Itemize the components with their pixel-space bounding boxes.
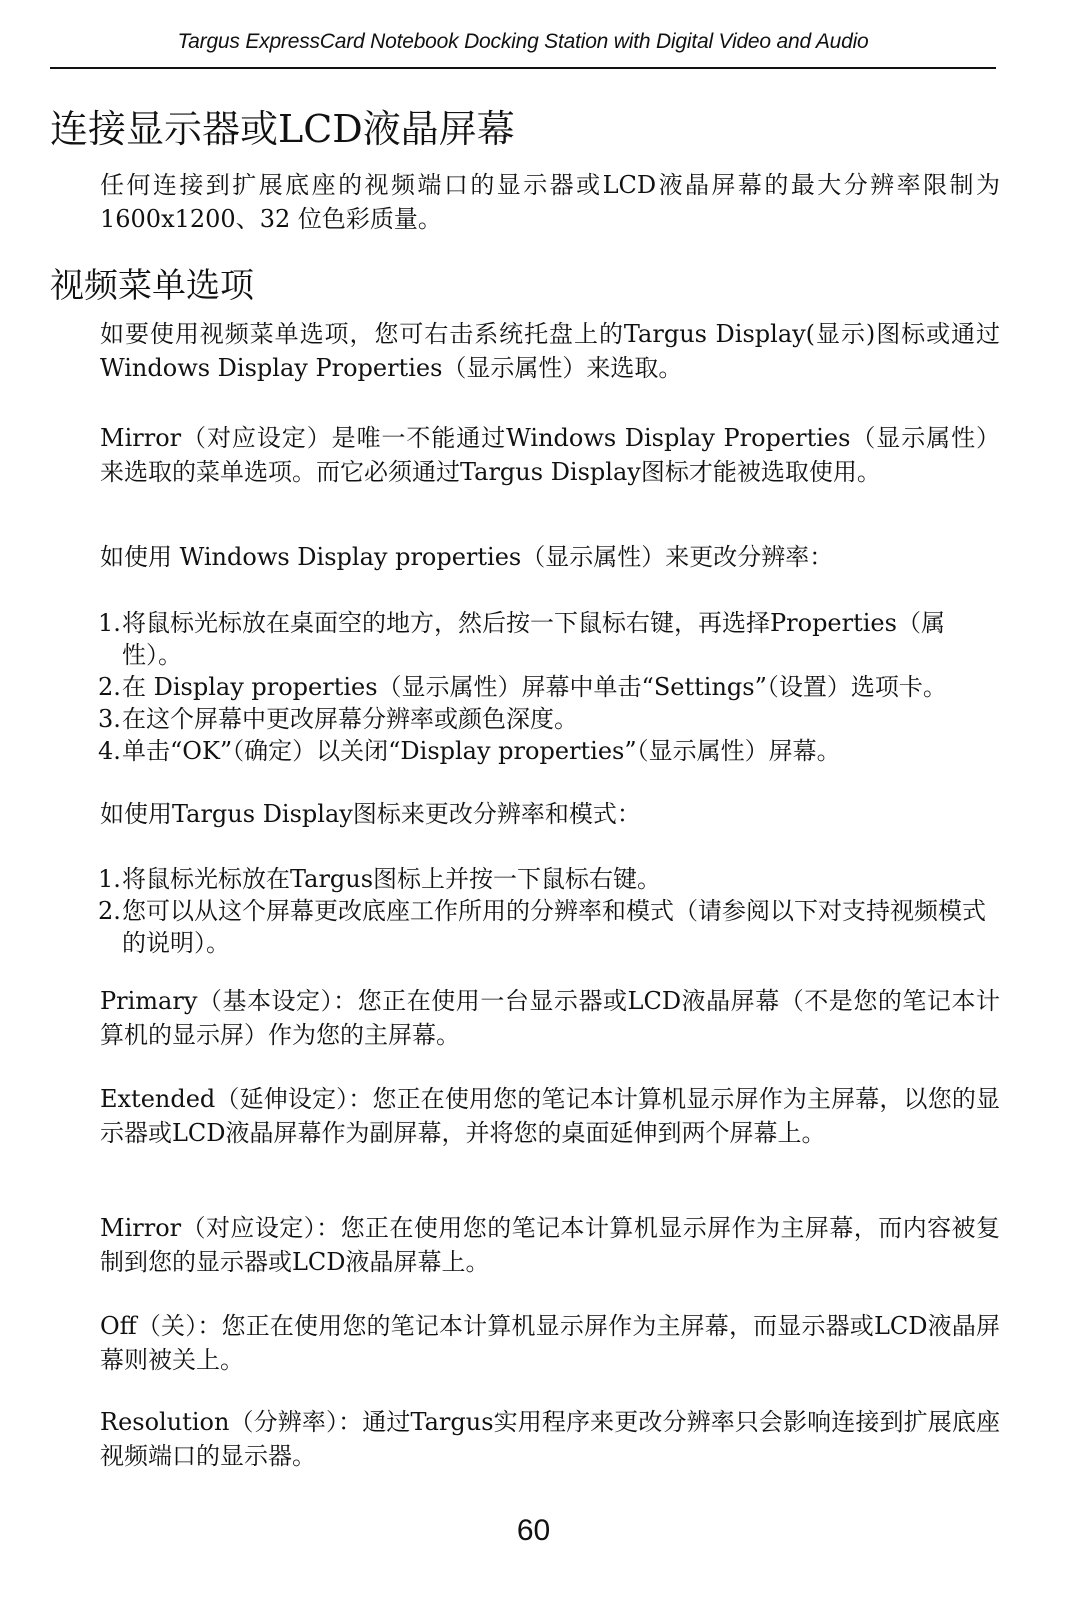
step-number: 2. bbox=[98, 673, 121, 701]
list-item bbox=[98, 703, 998, 735]
header-rule bbox=[50, 67, 996, 69]
windows-steps-list bbox=[98, 607, 998, 767]
step-number: 3. bbox=[98, 705, 121, 733]
video-menu-intro-paragraph: 如要使用视频菜单选项，您可右击系统托盘上的Targus Display(显示)图标或通过Windows Display Properties（显示属性）来选取。 bbox=[100, 320, 1000, 382]
step-text: 将鼠标光标放在Targus图标上并按一下鼠标右键。 bbox=[122, 865, 662, 893]
resolution-paragraph: Resolution（分辨率）：通过Targus实用程序来更改分辨率只会影响连接到扩展底座视频端口的显示器。 bbox=[100, 1408, 1000, 1470]
step-text: 在这个屏幕中更改屏幕分辨率或颜色深度。 bbox=[122, 705, 578, 733]
mode-off-paragraph: Off（关）：您正在使用您的笔记本计算机显示屏作为主屏幕，而显示器或LCD液晶屏幕则被关上。 bbox=[100, 1312, 1000, 1374]
windows-properties-heading: 如使用 Windows Display properties（显示属性）来更改分辨率： bbox=[100, 543, 834, 571]
step-text: 将鼠标光标放在桌面空的地方，然后按一下鼠标右键，再选择Properties（属性）。 bbox=[122, 609, 945, 669]
mode-extended-paragraph: Extended（延伸设定）：您正在使用您的笔记本计算机显示屏作为主屏幕，以您的显示器或LCD液晶屏幕作为副屏幕，并将您的桌面延伸到两个屏幕上。 bbox=[100, 1085, 1000, 1147]
mode-primary-paragraph: Primary（基本设定）：您正在使用一台显示器或LCD液晶屏幕（不是您的笔记本计算机的显示屏）作为您的主屏幕。 bbox=[100, 987, 1000, 1049]
mirror-note-paragraph: Mirror（对应设定）是唯一不能通过Windows Display Properties（显示属性）来选取的菜单选项。而它必须通过Targus Display图标才能被选取使用。 bbox=[100, 424, 1000, 486]
list-item bbox=[98, 735, 998, 767]
list-item bbox=[98, 895, 998, 959]
step-number: 4. bbox=[98, 737, 121, 765]
step-number: 2. bbox=[98, 897, 121, 925]
page-number: 60 bbox=[516, 1514, 551, 1547]
targus-display-heading: 如使用Targus Display图标来更改分辨率和模式： bbox=[100, 800, 641, 828]
list-item bbox=[98, 671, 998, 703]
list-item bbox=[98, 607, 998, 671]
section-heading-video-menu: 视频菜单选项 bbox=[50, 266, 254, 306]
step-text: 在 Display properties（显示属性）屏幕中单击“Settings”（设置）选项卡。 bbox=[122, 673, 947, 701]
step-number: 1. bbox=[98, 865, 121, 893]
running-header: Targus ExpressCard Notebook Docking Station with Digital Video and Audio bbox=[177, 30, 869, 53]
section-heading-connect-monitor: 连接显示器或LCD液晶屏幕 bbox=[50, 107, 515, 151]
max-resolution-paragraph: 任何连接到扩展底座的视频端口的显示器或LCD液晶屏幕的最大分辨率限制为1600x1200、32 位色彩质量。 bbox=[100, 171, 1000, 233]
step-text: 单击“OK”（确定）以关闭“Display properties”（显示属性）屏幕。 bbox=[122, 737, 841, 765]
targus-steps-list bbox=[98, 863, 998, 959]
step-text: 您可以从这个屏幕更改底座工作所用的分辨率和模式（请参阅以下对支持视频模式的说明）。 bbox=[122, 897, 986, 957]
mode-mirror-paragraph: Mirror（对应设定）：您正在使用您的笔记本计算机显示屏作为主屏幕，而内容被复制到您的显示器或LCD液晶屏幕上。 bbox=[100, 1214, 1000, 1276]
step-number: 1. bbox=[98, 609, 121, 637]
list-item bbox=[98, 863, 998, 895]
